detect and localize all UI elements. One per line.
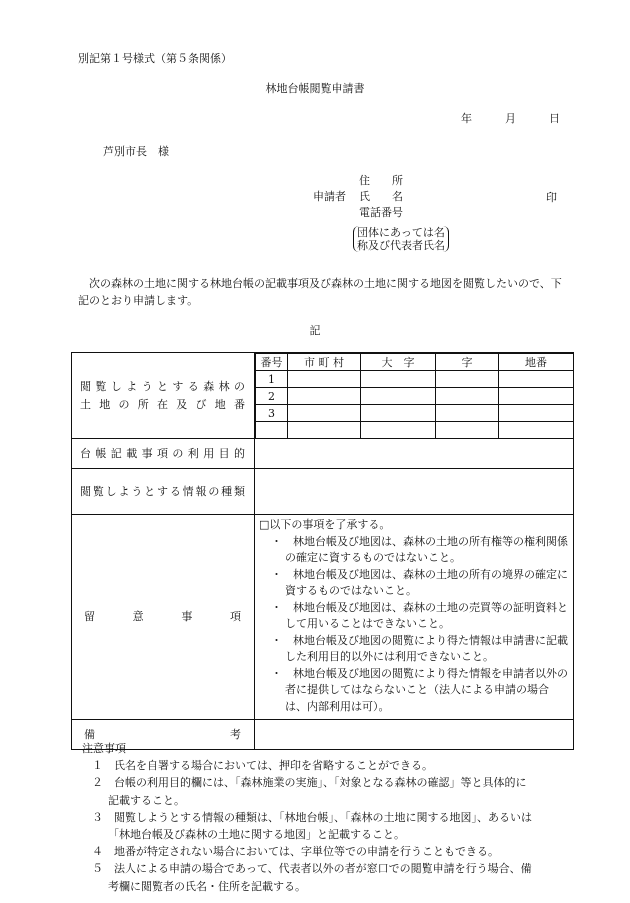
notes-checkbox-line[interactable]: □以下の事項を了承する。: [259, 518, 391, 531]
header-number: 番号: [256, 354, 288, 371]
note-item: ・ 林地台帳及び地図は、森林の土地の売買等の証明資料として用いることはできないこと。: [271, 600, 568, 630]
note-item: ・ 林地台帳及び地図は、森林の土地の所有の境界の確定に資するものではないこと。: [271, 567, 568, 597]
header-oaza: 大 字: [361, 354, 436, 371]
applicant-block: [313, 173, 403, 221]
name-label: 氏 名: [359, 190, 403, 203]
document-title: 林地台帳閲覧申請書: [265, 82, 365, 95]
date-month: 月: [505, 112, 516, 125]
ki-heading: 記: [309, 324, 321, 337]
location-row: 3: [256, 405, 574, 422]
organization-note-line2: 称及び代表者氏名: [357, 239, 445, 252]
date-day: 日: [549, 112, 560, 125]
header-municipality: 市 町 村: [288, 354, 361, 371]
remarks-label: 備 考: [72, 720, 255, 750]
phone-label: 電話番号: [359, 206, 403, 219]
location-row: 1: [256, 371, 574, 388]
location-row: [256, 422, 574, 439]
footnote-item: １ 氏名を自署する場合においては、押印を省略することができる。: [92, 759, 433, 773]
note-item: ・ 林地台帳及び地図の閲覧により得た情報を申請者以外の者に提供してはならないこと（法人による申請の場合は、内部利用は可）。: [271, 666, 568, 713]
notes-label: 留 意 事 項: [72, 515, 255, 720]
footnote-item: ５ 法人による申請の場合であって、代表者以外の者が窓口での閲覧申請を行う場合、備 考欄に閲覧者の氏名・住所を記載する。: [92, 862, 532, 893]
footnote-item: ２ 台帳の利用目的欄には、「森林施業の実施」、「対象となる森林の確認」等と具体的に 記載すること。: [92, 776, 527, 807]
notes-content: [255, 515, 574, 720]
footnote-item: ４ 地番が特定されない場合においては、字単位等での申請を行うこともできる。: [92, 845, 499, 859]
location-header-row: [256, 354, 574, 371]
purpose-field[interactable]: [255, 439, 574, 469]
header-aza: 字: [436, 354, 499, 371]
organization-note-line1: 団体にあっては名: [357, 226, 445, 239]
note-item: ・ 林地台帳及び地図は、森林の土地の所有権等の権利関係の確定に資するものではないこと。: [271, 534, 568, 564]
form-label: 別記第１号様式（第５条関係）: [78, 52, 232, 65]
footnotes: [82, 740, 532, 895]
purpose-label: 台帳記載事項の利用目的: [72, 439, 255, 469]
location-label: 閲覧しようとする森林の 土地の所在及び地番: [72, 353, 255, 439]
footnote-item: ３ 閲覧しようとする情報の種類は、「林地台帳」、「森林の土地に関する地図」、あるいは 「林地台帳及び森林の土地に関する地図」と記載すること。: [92, 810, 532, 842]
application-table: [71, 352, 574, 750]
info-type-field[interactable]: [255, 469, 574, 515]
intro-text: 次の森林の土地に関する林地台帳の記載事項及び森林の土地に関する地図を閲覧したいので、下記のとおり申請します。: [78, 277, 562, 307]
seal-mark: 印: [546, 191, 557, 204]
note-item: ・ 林地台帳及び地図の閲覧により得た情報は申請書に記載した利用目的以外には利用できないこと。: [271, 633, 568, 663]
header-lot-number: 地番: [499, 354, 574, 371]
address-label: 住 所: [359, 174, 403, 187]
organization-note: [353, 226, 449, 252]
date-line: [461, 110, 560, 126]
addressee: 芦別市長 様: [103, 145, 169, 158]
date-year: 年: [461, 112, 472, 125]
footnotes-heading: 注意事項: [82, 742, 126, 755]
info-type-label: 閲覧しようとする情報の種類: [72, 469, 255, 515]
location-row: 2: [256, 388, 574, 405]
location-grid: [255, 353, 573, 438]
applicant-role: 申請者: [313, 190, 346, 203]
